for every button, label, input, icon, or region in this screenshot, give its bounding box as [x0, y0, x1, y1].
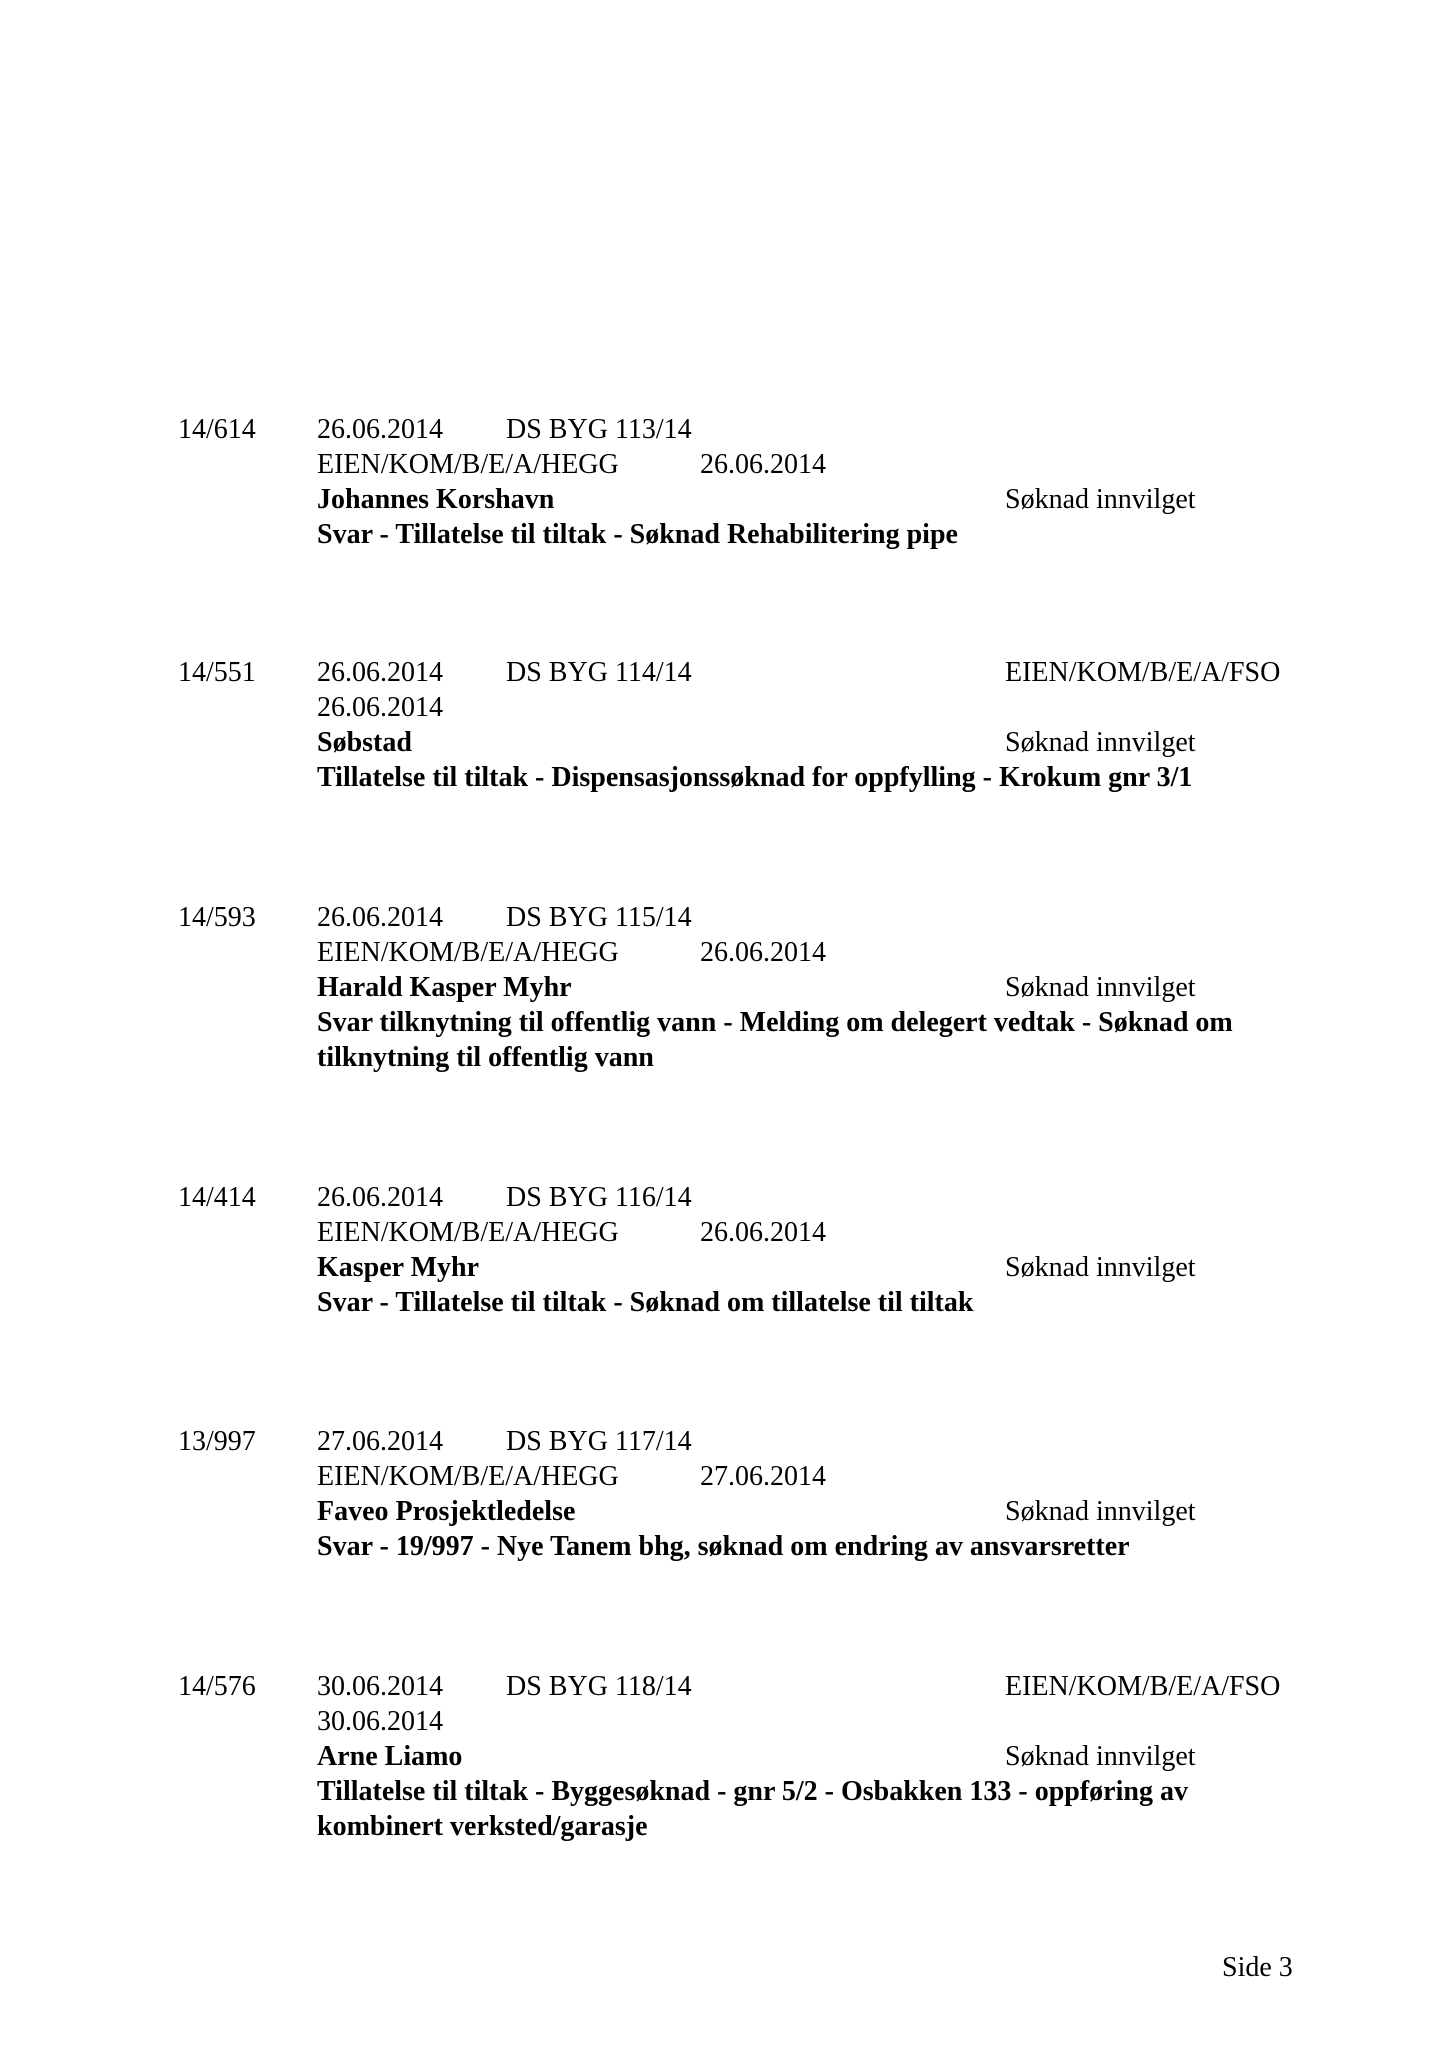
entry-date: 26.06.2014: [317, 657, 443, 688]
party-name: Harald Kasper Myhr: [317, 972, 572, 1003]
case-status: Søknad innvilget: [1005, 1741, 1196, 1772]
department-code: EIEN/KOM/B/E/A/FSO: [1005, 1671, 1281, 1702]
case-title: Svar - Tillatelse til tiltak - Søknad om tillatelse til tiltak: [317, 1287, 974, 1318]
document-reference: DS BYG 114/14: [506, 657, 692, 688]
registration-date: 26.06.2014: [317, 692, 443, 723]
department-code: EIEN/KOM/B/E/A/FSO: [1005, 657, 1281, 688]
case-status: Søknad innvilget: [1005, 484, 1196, 515]
page-number: Side 3: [1222, 1952, 1293, 1983]
party-name: Søbstad: [317, 727, 412, 758]
entry-date: 26.06.2014: [317, 1182, 443, 1213]
case-status: Søknad innvilget: [1005, 727, 1196, 758]
registration-date: 26.06.2014: [700, 449, 826, 480]
entry-date: 30.06.2014: [317, 1671, 443, 1702]
case-number: 13/997: [178, 1426, 256, 1457]
department-code: EIEN/KOM/B/E/A/HEGG: [317, 1461, 619, 1492]
party-name: Arne Liamo: [317, 1741, 463, 1772]
registration-date: 26.06.2014: [700, 937, 826, 968]
case-number: 14/414: [178, 1182, 256, 1213]
case-title: Tillatelse til tiltak - Byggesøknad - gnr 5/2 - Osbakken 133 - oppføring av kombinert verksted/garasje: [317, 1776, 1188, 1842]
case-number: 14/614: [178, 414, 256, 445]
case-title: Tillatelse til tiltak - Dispensasjonssøknad for oppfylling - Krokum gnr 3/1: [317, 762, 1193, 793]
department-code: EIEN/KOM/B/E/A/HEGG: [317, 449, 619, 480]
registration-date: 27.06.2014: [700, 1461, 826, 1492]
case-status: Søknad innvilget: [1005, 972, 1196, 1003]
registration-date: 26.06.2014: [700, 1217, 826, 1248]
entry-date: 26.06.2014: [317, 902, 443, 933]
party-name: Johannes Korshavn: [317, 484, 555, 515]
case-status: Søknad innvilget: [1005, 1252, 1196, 1283]
department-code: EIEN/KOM/B/E/A/HEGG: [317, 937, 619, 968]
document-reference: DS BYG 115/14: [506, 902, 692, 933]
case-title: Svar - Tillatelse til tiltak - Søknad Rehabilitering pipe: [317, 519, 958, 550]
party-name: Kasper Myhr: [317, 1252, 480, 1283]
case-number: 14/551: [178, 657, 256, 688]
registration-date: 30.06.2014: [317, 1706, 443, 1737]
party-name: Faveo Prosjektledelse: [317, 1496, 576, 1527]
case-number: 14/576: [178, 1671, 256, 1702]
case-status: Søknad innvilget: [1005, 1496, 1196, 1527]
case-number: 14/593: [178, 902, 256, 933]
case-title: Svar tilknytning til offentlig vann - Melding om delegert vedtak - Søknad om tilknytning til offentlig vann: [317, 1007, 1233, 1073]
document-reference: DS BYG 118/14: [506, 1671, 692, 1702]
document-reference: DS BYG 117/14: [506, 1426, 692, 1457]
case-title: Svar - 19/997 - Nye Tanem bhg, søknad om endring av ansvarsretter: [317, 1531, 1130, 1562]
department-code: EIEN/KOM/B/E/A/HEGG: [317, 1217, 619, 1248]
document-reference: DS BYG 113/14: [506, 414, 692, 445]
document-reference: DS BYG 116/14: [506, 1182, 692, 1213]
entry-date: 26.06.2014: [317, 414, 443, 445]
entry-date: 27.06.2014: [317, 1426, 443, 1457]
